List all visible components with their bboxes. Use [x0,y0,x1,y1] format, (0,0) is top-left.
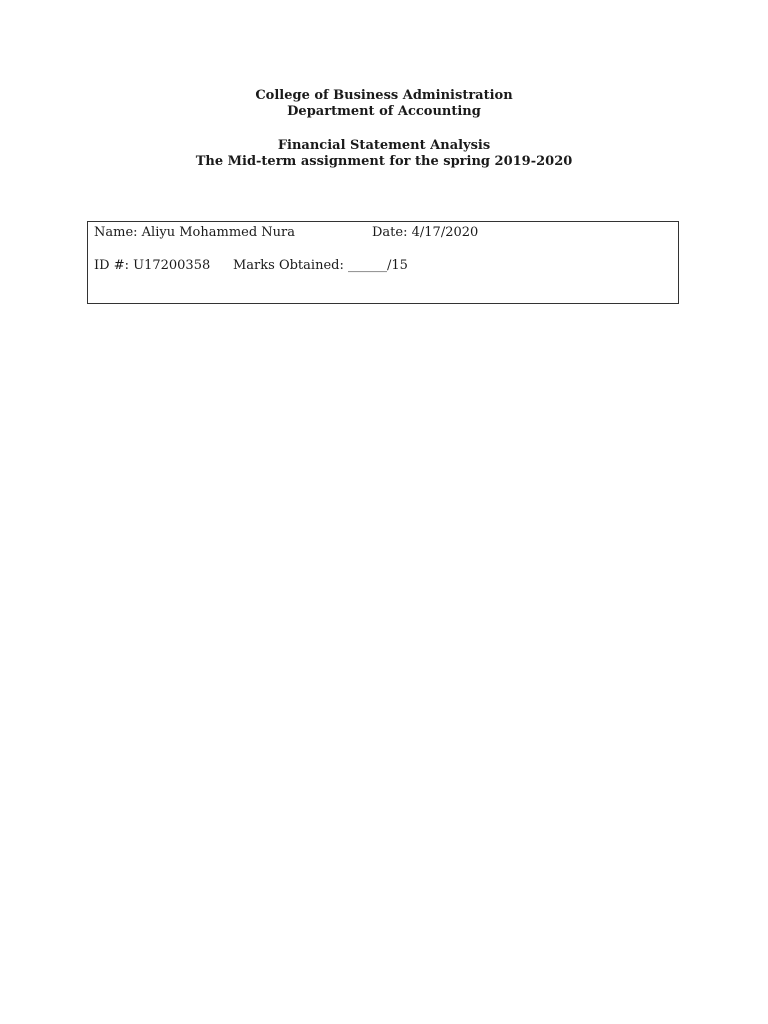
student-info-box [87,221,679,304]
marks-field [233,258,408,273]
id-field [94,258,210,273]
id-label: ID #: [94,258,129,273]
marks-label: Marks Obtained: [233,258,344,273]
assignment-title: The Mid-term assignment for the spring 2019-2020 [195,154,573,169]
name-label: Name: [94,225,138,240]
institution-heading [0,88,768,120]
course-heading [0,138,768,170]
date-field [372,225,478,240]
course-title: Financial Statement Analysis [277,138,491,153]
date-label: Date: [372,225,408,240]
date-value: 4/17/2020 [411,225,479,240]
id-value: U17200358 [133,258,211,273]
name-field [94,225,295,240]
college-title: College of Business Administration [255,88,513,103]
department-title: Department of Accounting [287,104,481,119]
name-value: Aliyu Mohammed Nura [141,225,295,240]
marks-value: ______/15 [347,258,408,273]
